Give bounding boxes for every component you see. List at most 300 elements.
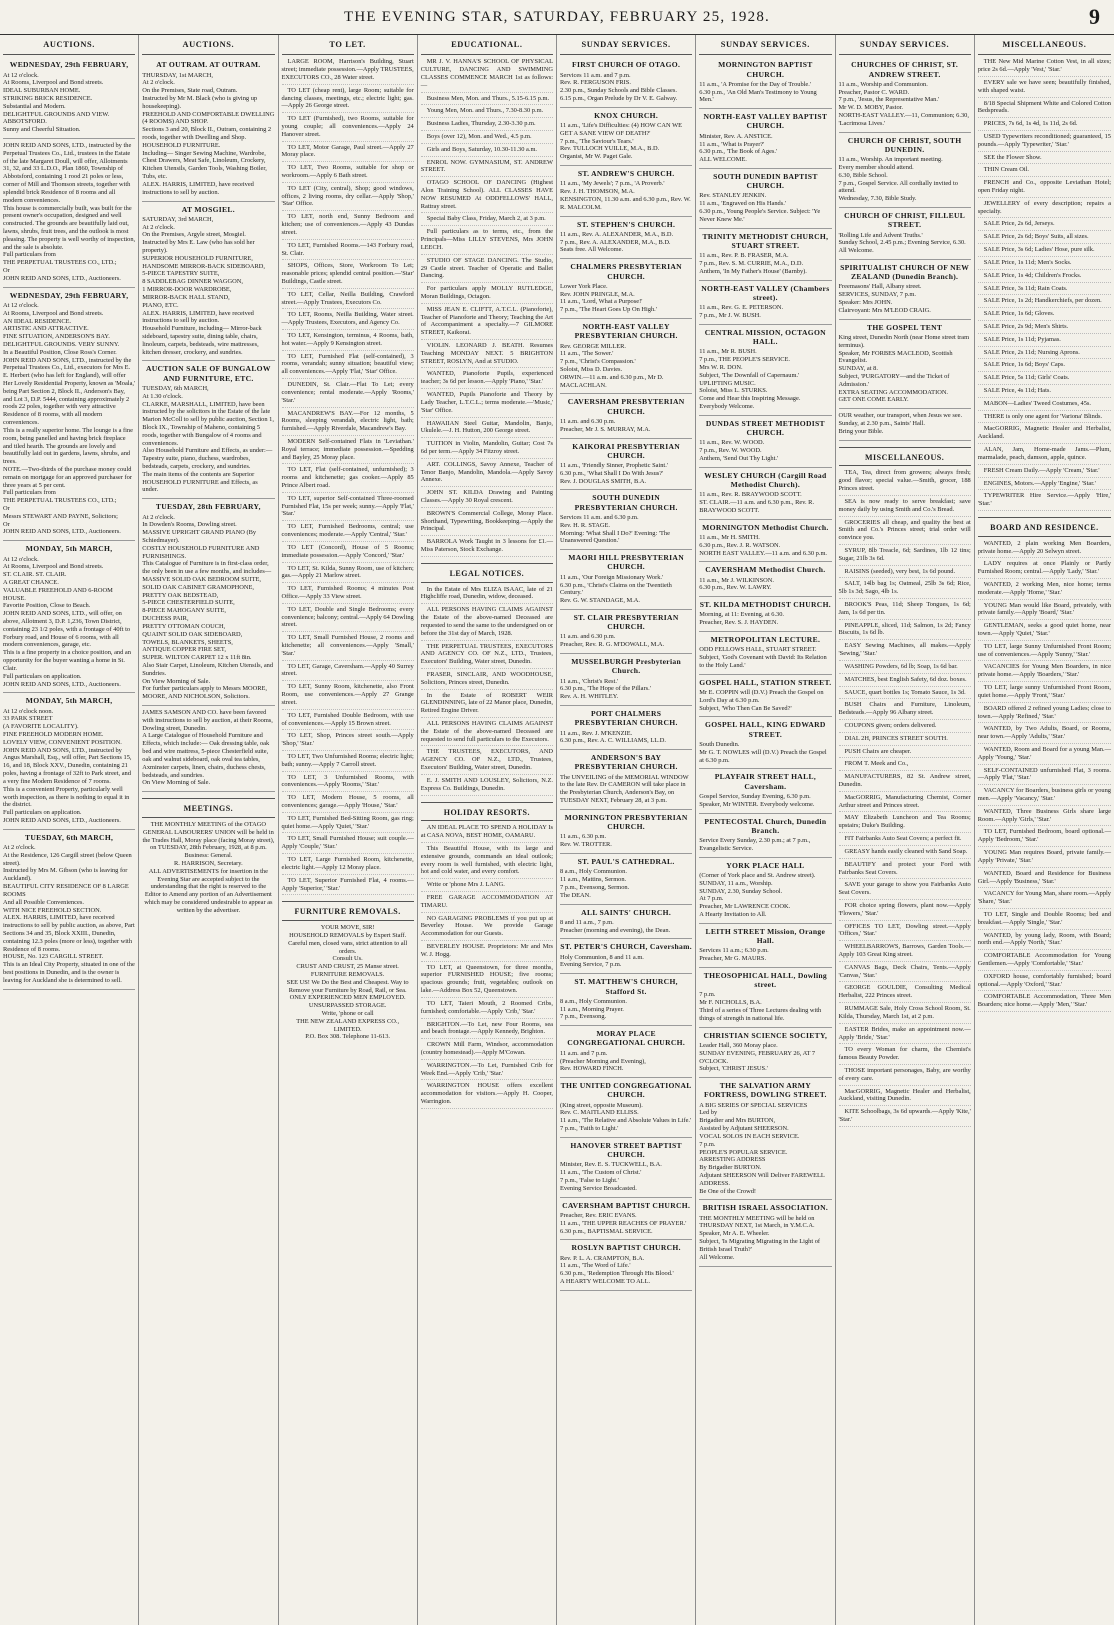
notice-title: NORTH-EAST VALLEY (Chambers street). — [701, 283, 830, 302]
notice-line: 11 a.m., Rev. A. ALEXANDER, M.A., B.D. — [560, 230, 674, 238]
classified-ad: VIOLIN. LEONARD J. BEATH. Resumes Teaching MONDAY NEXT. 5 BRIGHTON STREET, ROSLYN, And at STUDIO. — [421, 342, 553, 368]
classified-ad: Young Men, Mon. and Thurs., 7.30-8.30 p.m. — [421, 107, 553, 118]
notice-line: Brigadier and Mrs BURTON, — [699, 1117, 776, 1125]
classified-ad: MacGORRIG, Manufacturing Chemist, Corner Arthur street and Princes street. — [839, 794, 971, 813]
notice-line: JOHN REID AND SONS, LTD., instructed by the Perpetual Trustees Co., Ltd., trustees in the Estate of the late Margaret Doull, will offer, Allotments 31, 32, and 33 L.D.O., Plan 1860, Township of Abbotsford, containing 1 rood 21 poles or less, corner of Mill and Thomson streets, together with splendid brick Residence of 8 rooms and all modern conveniences. — [3, 142, 132, 204]
notice-line: 6.30 p.m., Rev. A. C. WILLIAMS, LL.D. — [560, 737, 666, 745]
classified-ad: KITE Schoolbags, 3s 6d upwards.—Apply 'Kite,' 'Star.' — [839, 1108, 971, 1127]
notice-block — [699, 282, 831, 325]
classified-ad: THE TRUSTEES, EXECUTORS, AND AGENCY CO. OF N.Z., LTD., Trustees, Executors' Building, Water street, Dunedin. — [421, 748, 553, 774]
classified-ad: SALE Price, 5s 11d; Girls' Coats. — [978, 374, 1111, 385]
notice-line: Every member should attend. — [838, 163, 914, 171]
notice-title: MONDAY, 5th MARCH, — [25, 696, 113, 706]
classified-ad: USED Typewriters reconditioned; guaranteed, 15 pounds.—Apply 'Typewriter,' 'Star.' — [978, 133, 1111, 152]
column-sunday-services-2 — [696, 35, 835, 1625]
classified-ad: TO LET, Small Furnished House, 2 rooms and kitchenette; all conveniences.—Apply 'Small,' 'Star.' — [282, 634, 414, 660]
notice-line: FREEHOLD AND COMFORTABLE DWELLING (4 ROOMS) AND SHOP. — [142, 110, 275, 126]
notice-line: Or — [3, 520, 10, 528]
classified-ad: ART. COLLINGS, Savoy Annexe, Teacher of Tenor Banjo, Mandolin, Mandola.—Apply Savoy Annexe. — [421, 461, 553, 487]
classified-ad: In the Estate of ROBERT WEIR GLENDINNING, late of 22 Manor place, Dunedin, Retired Engine Driver. — [421, 692, 553, 718]
notice-title: AT OUTRAM. AT OUTRAM. — [156, 60, 261, 70]
notice-line: THE PERPETUAL TRUSTEES CO., LTD.; — [3, 497, 117, 505]
classified-ad: MR J. V. HANNA'S SCHOOL OF PHYSICAL CULTURE, DANCING AND SWIMMING CLASSES COMMENCE MARCH 1st as follows:— — [421, 58, 553, 92]
classified-ad: NO GARAGING PROBLEMS if you put up at Beverley House. We provide Garage Accommodation for our Guests. — [421, 915, 553, 941]
notice-title: MAORI HILL PRESBYTERIAN CHURCH. — [568, 553, 684, 572]
holiday-ads — [421, 824, 553, 1109]
notice-block — [560, 551, 692, 610]
classified-ad: JOHN ST. KILDA Drawing and Painting Classes.—Apply 30 Royal crescent. — [421, 489, 553, 508]
notice-line: Substantial and Modern. — [3, 102, 66, 110]
notice-title: ST. CLAIR PRESBYTERIAN CHURCH. — [573, 612, 679, 632]
notice-line: Seats free. All Welcome. — [560, 246, 624, 254]
notice-line: 6.30 p.m., Rev. J. R. WATSON. — [699, 541, 781, 549]
classified-ad: COMFORTABLE Accommodation, Three Men Boarders; nice home.—Apply 'Men,' 'Star.' — [978, 993, 1111, 1012]
notice-line: Rev. STANLEY JENKIN. — [699, 192, 767, 200]
notice-line: Rev. A. H. WHITLEY. — [560, 693, 619, 701]
classified-ad: In the Estate of Mrs ELIZA ISAAC, late of 21 Highcliffe road, Dunedin, widow, deceased. — [421, 586, 553, 605]
notice-line: Evening Service, 7 p.m. — [560, 961, 622, 969]
notice-line: 6.30 p.m., Young People's Service. Subject: 'Ye Never Knew Me.' — [699, 208, 821, 223]
notice-line: (A FAVORITE LOCALITY). — [3, 723, 79, 731]
notice-title: MORNINGTON Methodist Church. — [702, 522, 829, 532]
classified-ad: GENTLEMAN, seeks a good quiet home, near town.—Apply 'Quiet,' 'Star.' — [978, 622, 1111, 641]
classified-ad: DIAL 2H, PRINCES STREET SOUTH. — [839, 735, 971, 746]
classified-ad: TO LET, Modern House, 5 rooms, all conveniences; garage.—Apply 'House,' 'Star.' — [282, 794, 414, 813]
notice-line: JOHN REID AND SONS, LTD., Auctioneers. — [3, 528, 121, 536]
notice-line: THE MONTHLY MEETING of the OTAGO GENERAL LABOURERS' UNION will be held in the Trades Hall, Moray place (facing Moray street), on TUESDAY, 28th February, 1928, at 8 p.m. — [142, 820, 275, 852]
classified-ad: Boys (over 12), Mon. and Wed., 4.5 p.m. — [421, 133, 553, 144]
classified-ad: LARGE ROOM, Harrison's Building, Stuart street; immediate possession.—Apply TRUSTEES, EXECUTORS CO., 28 Water street. — [282, 58, 414, 84]
notice-line: By Brigadier BURTON. — [699, 1164, 762, 1172]
notice-line: JOHN REID AND SONS, LTD., instructed by the Perpetual Trustees Co., Ltd., executors for Mrs E. E. Herbert (who has left for England), will offer Her Lovely Residential Property, known as 'Moala,' being Part Section 2, Block II., Anderson's Bay, and Lot 3, D.P. 5444, containing approximately 2 roods 22 poles, together with very attractive Residence of 8 rooms, with all modern conveniences. — [3, 356, 136, 427]
classified-ad: THERE is only one agent for 'Variona' Blinds. — [978, 413, 1111, 424]
notice-line: Rev. H. R. STAGE. — [560, 521, 611, 529]
notice-line: Adjutant SHEERSON Will Deliver FAREWELL ADDRESS. — [699, 1171, 825, 1187]
notice-line: Preacher, Mr G. MAURS. — [699, 955, 767, 963]
notice-block — [699, 633, 831, 675]
classified-ad: This Beautiful House, with its large and extensive grounds, commands an ideal outlook; every room is well furnished, with electric light, hot and cold water, and every comfort. — [421, 845, 553, 879]
notice-line: ONLY EXPERIENCED MEN EMPLOYED. UNSURPASSED STORAGE. — [289, 994, 406, 1010]
classified-ad: BRIGHTON.—To Let, new Four Rooms, sea and beach frontage.—Apply Kennedy, Brighton. — [421, 1021, 553, 1040]
notice-line: Lower York Place. — [560, 282, 608, 290]
classified-ad: AN IDEAL PLACE TO SPEND A HOLIDAY Is at CASA NOVA, BEST HOME, OAMARU. — [421, 824, 553, 843]
notice-block — [699, 563, 831, 597]
classified-ad: RUMMAGE Sale, Holy Cross School Room, St. Kilda, Thursday, March 1st, at 2 p.m. — [839, 1005, 971, 1024]
notice-line: Write, 'phone or call — [321, 1010, 374, 1017]
classified-ad: TO LET, Double and Single Bedrooms; every convenience; balcony; central.—Apply 64 Dowling street. — [282, 606, 414, 632]
notice-title: ST. KILDA METHODIST CHURCH. — [699, 600, 831, 610]
notice-line: 6.30 p.m., 'The Hope of the Pillars.' — [560, 685, 651, 693]
classified-ad: SALE Price, 1s 11d; Men's Socks. — [978, 259, 1111, 270]
notice-line: Mr W. D. MOBY, Pastor. — [838, 104, 904, 112]
notice-line: EXTRA SEATING ACCOMMODATION. — [838, 388, 949, 396]
classified-ad: TO LET, superior Self-contained Three-roomed Furnished Flat, 15s per week; sunny.—Apply 'Flat,' 'Star.' — [282, 495, 414, 521]
classified-ad: DUNEDIN, St. Clair.—Flat To Let; every convenience; rental moderate.—Apply 'Rooms,' 'Star.' — [282, 381, 414, 407]
masthead-title: THE EVENING STAR, SATURDAY, FEBRUARY 25, 1928. — [344, 8, 770, 25]
notice-line: Service Every Sunday, 2.30 p.m.; at 7 p.m., Evangelistic Service. — [699, 837, 811, 852]
notice-line: A HEARTY WELCOME TO ALL. — [560, 1278, 651, 1285]
notice-line: Rev. G. W. STANDAGE, M.A. — [560, 597, 641, 605]
notice-line: ST. CLAIR. ST. CLAIR. — [3, 571, 67, 579]
notice-line: Morning: 'What Shall I Do?' Evening: 'The Unanswered Question.' — [560, 529, 670, 545]
notice-line: 7 p.m., Rev. W. WOOD. — [699, 447, 762, 455]
notice-block — [699, 110, 831, 169]
classified-ad: FRASER, SINCLAIR, AND WOODHOUSE, Solicitors, Princes street, Dunedin. — [421, 671, 553, 690]
classified-ad: SALE Price, 1s 4d; Children's Frocks. — [978, 272, 1111, 283]
notice-block — [560, 1241, 692, 1291]
classified-ad: MANUFACTURERS, 82 St. Andrew street, Dunedin. — [839, 773, 971, 792]
column-sunday-services-3 — [836, 35, 975, 1625]
notice-line: Business: General. — [184, 852, 233, 860]
notice-title: WEDNESDAY, 29th FEBRUARY, — [9, 290, 129, 300]
notice-line: 'Rolling Life and Advent Truths.' — [838, 231, 923, 239]
notice-title: KNOX CHURCH. — [594, 110, 659, 120]
notice-line: THE NEW ZEALAND EXPRESS CO., LIMITED. — [296, 1017, 400, 1033]
notice-line: HOUSEHOLD FURNITURE. — [142, 141, 221, 149]
section-heading-miscellaneous: MISCELLANEOUS. — [839, 447, 971, 467]
notice-line: QUAINT SOLID OAK SIDEBOARD, — [142, 630, 243, 638]
notice-title: HANOVER STREET BAPTIST CHURCH. — [570, 1140, 682, 1160]
classified-ad: SALE Price, 3s 11d; Rain Coats. — [978, 285, 1111, 296]
classified-ad: SHOPS, Offices, Store, Workroom To Let; reasonable prices; splendid central position.—'Star' Buildings, Castle street. — [282, 262, 414, 288]
notice-line: CRUST AND CRUST, 25 Manse street. — [296, 963, 399, 971]
notice-title: FIRST CHURCH OF OTAGO. — [572, 60, 681, 70]
classified-ad: TO LET, Shop, Princes street south.—Apply 'Shop,' 'Star.' — [282, 732, 414, 751]
notice-title: TUESDAY, 28th FEBRUARY, — [155, 502, 261, 512]
classified-ad: PUSH Chairs are cheaper. — [839, 748, 971, 759]
notice-line: Led by — [699, 1109, 718, 1117]
notice-line: Instructed by Mrs E. Law (who has sold her property). — [142, 239, 255, 254]
notice-block — [699, 417, 831, 468]
notice-line: THURSDAY, 1st MARCH, — [142, 71, 213, 79]
notice-line: JOHN REID AND SONS, LTD., Auctioneers. — [3, 680, 121, 688]
notice-block — [560, 167, 692, 217]
notice-line: 11 a.m., Worship. An important meeting. — [838, 156, 943, 164]
notice-line: Clairvoyant: Mrs M'LEOD CRAIG. — [838, 306, 931, 314]
classified-ad: MISS JEAN E. CLIFTT, A.T.C.L. (Pianoforte), Teacher of Pianoforte and Theory; Teaching the Art of Accompaniment a specialty.—7 GILMORE STREET, Kaikorai. — [421, 306, 553, 340]
notice-line: Evening Service Broadcasted. — [560, 1184, 637, 1192]
notice-line: Full particulars on application. — [3, 672, 82, 680]
notice-line: AN IDEAL RESIDENCE. — [3, 317, 72, 325]
notice-line: 11 a.m., 'A Promise for the Day of Trouble.' — [699, 80, 812, 88]
classified-ad: YOUNG Man requires Board, private family.—Apply 'Private,' 'Star.' — [978, 849, 1111, 868]
notice-title: WEDNESDAY, 29th FEBRUARY, — [9, 60, 129, 70]
classified-ad: MODERN Self-contained Flats in 'Leviathan.' Royal terrace; immediate possession.—Spedding and Bayley, 25 Moray place. — [282, 438, 414, 464]
notice-line: HOUSE, No. 123 CARGILL STREET. — [3, 953, 104, 961]
notice-line: 8 a.m., Holy Communion. — [560, 997, 627, 1005]
column-heading: MISCELLANEOUS. — [978, 35, 1111, 55]
notice-line: MASSIVE SOLID OAK BEDROOM SUITE, — [142, 576, 262, 583]
notice-line: Mr F. NICHOLLS, B.A. — [699, 999, 762, 1007]
notice-block — [560, 58, 692, 108]
classified-ad: WANTED, by young lady, Room, with Board; north end.—Apply 'North,' 'Star.' — [978, 932, 1111, 951]
classified-ad: SYRUP, 8lb Treacle, 6d; Sardines, 1lb 12 tins; Sugar, 21lb 3s 6d. — [839, 547, 971, 566]
notice-line: Rev. TULLOCH YUILLE, M.A., B.D. — [560, 145, 660, 153]
classified-ad: THE New Mid Marine Cotton Vest, in all sizes; price 2s 6d.—Apply 'Vest,' 'Star.' — [978, 58, 1111, 77]
notice-line: Freemasons' Hall, Albany street. — [838, 283, 922, 291]
notice-line: SOLID OAK CABINET GRAMOPHONE, — [142, 583, 254, 591]
notice-title: TUESDAY, 6th MARCH, — [24, 832, 114, 842]
columns — [0, 35, 1114, 1625]
notice-block — [560, 109, 692, 166]
service-blocks — [560, 58, 692, 1291]
notice-line: IDEAL SUBURBAN HOME. — [3, 87, 81, 95]
notice-line: HOUSEHOLD REMOVALS by Expert Staff. Careful men, closed vans, strict attention to all orders. — [288, 931, 408, 955]
notice-line: 6.30 p.m., 'The Book of Ages.' — [699, 148, 778, 156]
section-heading-holiday: HOLIDAY RESORTS. — [421, 802, 553, 822]
notice-line: COSTLY HOUSEHOLD FURNITURE AND FURNISHINGS. — [142, 544, 260, 560]
notice-title: SPIRITUALIST CHURCH OF NEW ZEALAND (Dunedin Branch). — [840, 262, 970, 282]
notice-line: In Dowden's Rooms, Dowling street. — [142, 521, 237, 529]
removal-ads — [282, 924, 414, 1041]
classified-ad: TO LET, Large Furnished Room, kitchenette, electric light.—Apply 12 Moray place. — [282, 856, 414, 875]
classified-ad: THE PERPETUAL TRUSTEES, EXECUTORS AND AGENCY CO. OF N.Z., LTD., Trustees, Executors' Building, Water street, Dunedin. — [421, 643, 553, 669]
classified-ad: SAUCE, quart bottles 1s; Tomato Sauce, 1s 3d. — [839, 689, 971, 700]
column-heading: TO LET. — [282, 35, 414, 55]
notice-line: ANTIQUE COPPER FIRE SET, — [142, 646, 226, 654]
notice-title: MORNINGTON BAPTIST CHURCH. — [718, 60, 813, 79]
notice-line: King street, Dunedin North (near Home street tram terminus). — [838, 333, 970, 349]
notice-line: On View Morning of Sale. — [142, 779, 211, 787]
notice-line: 11 a.m., 'The Sower.' — [560, 350, 614, 358]
notice-line: On the Premises, Argyle street, Mosgiel. — [142, 231, 246, 239]
notice-line: 11 a.m., Rev. R. BRAYWOOD SCOTT. — [699, 491, 802, 499]
notice-line: 11 a.m., 'What is Prayer?' — [699, 140, 765, 148]
notice-line: Subject, 'The Downfall of Capernaum.' — [699, 371, 800, 379]
notice-line: Preacher, Mr LAWRENCE COOK. — [699, 903, 791, 911]
notice-line: At 2 o'clock. — [142, 223, 175, 231]
notice-line: Minister, Rev. A. ANSTICE. — [699, 132, 773, 140]
notice-title: ST. PAUL'S CATHEDRAL. — [577, 857, 675, 866]
classified-ad: FREE GARAGE ACCOMMODATION AT TIMARU. — [421, 894, 553, 913]
notice-line: WITH NICE FREEHOLD SECTION. — [3, 906, 102, 914]
notice-line: A Large Catalogue of Household Furniture and Effects, which include:— Oak dressing table, oak bed and wire mattress, 5-piece Chesterfield suite, oak and walnut sideboard, oak oval tea tables, Axminster carpets, linen, chairs, duchess chests, bedsteads, and sundries. — [142, 732, 270, 779]
notice-line: ABBOTSFORD. — [3, 118, 47, 126]
notice-line: YOUR MOVE, SIR! — [320, 924, 375, 932]
notice-line: PEOPLE'S POPULAR SERVICE. — [699, 1148, 788, 1156]
notice-title: PENTECOSTAL Church, Dunedin Branch. — [704, 816, 827, 835]
notice-title: THEOSOPHICAL HALL, Dowling street. — [703, 970, 827, 990]
classified-ad: SALE Price, 1s 6d; Boys' Caps. — [978, 361, 1111, 372]
notice-title: ST. ANDREW'S CHURCH. — [577, 169, 675, 179]
classified-ad: BARROLA Work Taught in 3 lessons for £1.—Miss Paterson, Stock Exchange. — [421, 538, 553, 557]
notice-block — [699, 58, 831, 109]
notice-line: Including— Singer Sewing Machine, Wardrobe, Chest Drawers, Meat Safe, Linoleum, Crockery, Kitchen Utensils, Garden Tools, Washing Boiler, Tubs, etc. — [142, 149, 267, 181]
notice-line: 5-PIECE TAPESTRY SUITE, — [142, 270, 220, 278]
classified-ad: WANTED, by Two Adults, Board, or Rooms, near town.—Apply 'Adults,' 'Star.' — [978, 725, 1111, 744]
notice-line: 7 p.m. — [699, 991, 716, 999]
notice-title: CENTRAL MISSION, OCTAGON HALL. — [704, 327, 826, 346]
classified-ad: TO LET, Small Furnished House; suit couple.—Apply 'Couple,' 'Star.' — [282, 835, 414, 854]
notice-block — [699, 326, 831, 416]
classified-ad: Full particulars as to terms, etc., from the Principals—Miss LILLY STEVENS, Mrs JOHN LEECH. — [421, 228, 553, 254]
notice-block — [3, 831, 135, 990]
classified-ad: TO LET, Furnished Bedroom, board optional.—Apply 'Bedroom,' 'Star.' — [978, 828, 1111, 847]
notice-line: 7 p.m., Mr J. W. BUSH. — [699, 311, 761, 319]
notice-block — [560, 611, 692, 654]
notice-line: THE MONTHLY MEETING will be held on THURSDAY NEXT, 1st March, in Y.M.C.A. — [699, 1214, 815, 1230]
classified-ad: THOSE important personages, Baby, are worthy of every care. — [839, 1067, 971, 1086]
notice-line: 6.15 p.m., Organ Prelude by Dr V. E. Galway. — [560, 94, 678, 102]
notice-title: CHRISTIAN SCIENCE SOCIETY, — [703, 1030, 828, 1040]
notice-line: 11 a.m., 'The Word of Life.' — [560, 1262, 631, 1270]
notice-line: 11 a.m., 'Lord, What a Purpose!' — [560, 298, 643, 306]
notice-block — [699, 170, 831, 229]
notice-title: ST. MATTHEW'S CHURCH, Stafford St. — [574, 977, 678, 996]
notice-line: 7 p.m. — [699, 1140, 716, 1148]
notice-line: Bring your Bible. — [838, 427, 884, 435]
classified-ad: TO LET, Furnished Bedrooms, central; use conveniences; moderate.—Apply 'Central,' 'Star.' — [282, 523, 414, 542]
notice-block — [699, 925, 831, 968]
notice-line: The main items of the contents are Superior HOUSEHOLD FURNITURE and Effects, as under. — [142, 470, 258, 494]
notice-line: Preacher, Mr J. S. MURRAY, M.A. — [560, 425, 651, 433]
notice-line: This is a convenient Property, particularly well worth inspection, as there is nothing to equal it in the district. — [3, 785, 130, 809]
notice-line: 7 p.m., 'Jesus, the Representative Man.' — [838, 96, 940, 104]
notice-line: This is a fine property in a choice position, and an opportunity for the buyer wanting a home in St. Clair. — [3, 649, 131, 672]
classified-ad: YOUNG Man would like Board, privately, with private family.—Apply 'Board,' 'Star.' — [978, 602, 1111, 621]
notice-line: Everybody Welcome. — [699, 402, 755, 410]
notice-line: 7 p.m., Evensong. — [560, 1013, 607, 1021]
notice-line: 11 a.m., 'Christ's Rest.' — [560, 677, 619, 685]
notice-line: VALUABLE FREEHOLD AND 6-ROOM HOUSE. — [3, 586, 113, 602]
notice-line: 11 a.m. and 6.30 p.m. — [560, 417, 616, 425]
notice-line: STRIKING BRICK RESIDENCE. — [3, 94, 93, 102]
notice-title: ALL SAINTS' CHURCH. — [581, 907, 672, 917]
notice-block — [839, 261, 971, 320]
notice-line: Speaker, Mr WINTER. Everybody welcome. — [699, 800, 815, 808]
classified-ad: 8/18 Special Shipment White and Colored Cotton Bedspreads. — [978, 100, 1111, 119]
notice-line: ALEX. HARRIS, LIMITED, have received instructions to sell by auction. — [142, 180, 254, 196]
notice-line: Anthem, 'Send Out Thy Light.' — [699, 454, 779, 462]
classified-ad: COMFORTABLE Accommodation for Young Gentlemen.—Apply 'Comfortable,' 'Star.' — [978, 952, 1111, 971]
notice-block — [560, 395, 692, 438]
notice-line: 7 p.m., Rev. S. M. CURRIE, M.A., D.D. — [699, 260, 804, 267]
notice-line: SEE US! We Do the Best and Cheapest. Way to Remove your Furniture by Road, Rail, or Sea. — [286, 978, 409, 994]
classified-ad: ENGINES, Motors.—Apply 'Engine,' 'Star.' — [978, 480, 1111, 491]
classified-ad: TO LET, Garage, Caversham.—Apply 40 Surrey street. — [282, 663, 414, 682]
notice-line: Subject, 'PURGATORY—and the Ticket of Admission.' — [838, 373, 950, 388]
classified-ad: E. J. SMITH AND LOUSLEY, Solicitors, N.Z. Express Co. Buildings, Dunedin. — [421, 777, 553, 796]
notice-line: Anthem, 'In My Father's House' (Barnby). — [699, 267, 807, 275]
notice-block — [699, 230, 831, 281]
notice-line: 8 a.m., Holy Communion. — [560, 868, 627, 876]
notice-line: 7 p.m., 'Christ's Compassion.' — [560, 358, 636, 366]
notice-title: CHURCHES OF CHRIST, ST. ANDREW STREET. — [851, 60, 959, 79]
classified-ad: GROCERIES all cheap, and quality the best at Smith and Co.'s Princes street; trial order will convince you. — [839, 519, 971, 545]
notice-line: At 1.30 o'clock. — [142, 392, 183, 400]
notice-line: Morning, at 11: Evening, at 6.30. — [699, 611, 785, 619]
classified-ad: ALL PERSONS HAVING CLAIMS AGAINST the Estate of the above-named Deceased are requested to send the same to the undersigned on or before the 31st day of March, 1928. — [421, 606, 553, 640]
auction-blocks — [142, 58, 274, 792]
notice-title: CAVERSHAM PRESBYTERIAN CHURCH. — [567, 397, 685, 416]
notice-line: JOHN REID AND SONS, LTD., will offer, on above, Allotment 3, D.P. 1,236, Town District, containing 23 1/2 poles, with a frontage of 40ft to Forbury road, and House of 6 rooms, with all modern conveniences, garage, etc. — [3, 610, 131, 649]
notice-line: This is a really superior home. The lounge is a fine room, being panelled and having brick fireplace and tiled hearth. The grounds are lovely and beautifully laid out in gardens, lawns, shrubs, and trees. — [3, 426, 133, 466]
notice-block — [699, 969, 831, 1028]
classified-ad: BEVERLEY HOUSE. Proprietors: Mr and Mrs W. J. Hogg. — [421, 943, 553, 962]
classified-ad: TO LET, Flat (self-contained, unfurnished); 3 rooms and kitchenette; gas cooker.—Apply 85 Prince Albert road. — [282, 466, 414, 492]
notice-title: PORT CHALMERS PRESBYTERIAN CHURCH. — [574, 709, 678, 728]
notice-line: CLARKE, MARSHALL, LIMITED, have been instructed by the solicitors in the Estate of the late Marion McColl to sell by public auction, Section 1, Block IX., Township of Maheno, containing 5 roods, together with Bungalow of 4 rooms and conveniences. — [142, 400, 274, 447]
notice-line: Rev. J. DOUGLAS SMITH, B.A. — [560, 477, 647, 485]
classified-ad: SALE Price, 4s 11d; Hats. — [978, 387, 1111, 398]
notice-line: Third of a series of Three Lectures dealing with things of strength in national life. — [699, 1007, 822, 1022]
notice-block — [142, 58, 274, 201]
classified-ad: TO LET, Kensington, terminus, 4 Rooms, bath, hot water.—Apply 9 Kensington street. — [282, 332, 414, 351]
notice-block — [560, 320, 692, 394]
notice-line: 8 SADDLEBAG DINNER WAGGON, — [142, 278, 243, 286]
column-heading: EDUCATIONAL. — [421, 35, 553, 55]
notice-line: South Dunedin. — [699, 740, 740, 748]
educational-ads — [421, 58, 553, 557]
column-sunday-services-1 — [557, 35, 696, 1625]
classified-ad: MAY Elizabeth Luncheon and Tea Rooms; upstairs; Duke's Building. — [839, 814, 971, 833]
classified-ad: TYPEWRITER Hire Service.—Apply 'Hire,' 'Star.' — [978, 492, 1111, 511]
notice-title: ST. STEPHEN'S CHURCH. — [577, 219, 676, 229]
column-heading: AUCTIONS. — [3, 35, 135, 55]
classified-ad: WARRINGTON.—To Let, Furnished Crib for Week End.—Apply 'Crib,' 'Star.' — [421, 1062, 553, 1081]
notice-line: Rev. W. TROTTER. — [560, 841, 612, 849]
column-heading: AUCTIONS. — [142, 35, 274, 55]
notice-title: ANDERSON'S BAY PRESBYTERIAN CHURCH. — [574, 753, 678, 772]
classified-ad: GEORGE GOULDIE, Consulting Medical Herbalist, 222 Princes street. — [839, 984, 971, 1003]
classified-ad: TO LET (Furnished), two Rooms, suitable for young couple; all conveniences.—Apply 24 Hanover street. — [282, 115, 414, 141]
notice-line: JOHN REID AND SONS, LTD., Auctioneers. — [3, 816, 121, 824]
notice-title: SOUTH DUNEDIN PRESBYTERIAN CHURCH. — [574, 493, 678, 512]
notice-block — [560, 906, 692, 940]
notice-block — [560, 811, 692, 854]
notice-line: FINE SITUATION, ANDERSON'S BAY. — [3, 333, 110, 341]
classified-ad: MacGORRIG, Magnetic Healer and Herbalist, Auckland, visiting Dunedin. — [839, 1088, 971, 1107]
notice-line: Leader Hall, 360 Moray place. — [699, 1041, 778, 1049]
notice-line: 7 p.m., Gospel Service. All cordially invited to attend. — [838, 179, 958, 195]
notice-line: 11 a.m., 6.30 p.m. — [560, 833, 607, 841]
classified-ad: TO LET, Furnished Bed-Sitting Room, gas ring; quiet home.—Apply 'Quiet,' 'Star.' — [282, 815, 414, 834]
notice-title: MUSSELBURGH Presbyterian Church. — [571, 657, 682, 676]
notice-line: 8 and 11 a.m., 7 p.m. — [560, 918, 614, 926]
notice-line: Mr E. COPPIN will (D.V.) Preach the Gospel on Lord's Day at 6.30 p.m. — [699, 689, 824, 704]
classified-ad: EASTER Brides, make an appointment now.—Apply 'Bride,' 'Star.' — [839, 1026, 971, 1045]
notice-line: Full particulars on application. — [3, 809, 82, 817]
notice-block — [560, 751, 692, 810]
notice-line: 11 a.m., 'The Relative and Absolute Values in Life.' — [560, 1117, 692, 1125]
notice-line: 11 a.m. and 7 p.m. — [560, 1049, 608, 1057]
notice-title: NORTH-EAST VALLEY BAPTIST CHURCH. — [703, 112, 828, 131]
classified-ad: WANTED, Board and Residence for Business Girl.—Apply 'Business,' 'Star.' — [978, 870, 1111, 889]
classified-ad: TO LET, 3 Unfurnished Rooms, with conveniences.—Apply 'Rooms,' 'Star.' — [282, 774, 414, 793]
notice-line: JOHN REID AND SONS, LTD., Auctioneers. — [3, 274, 121, 282]
classified-ad: JEWELLERY of every description; repairs a specialty. — [978, 200, 1111, 219]
classified-ad: TO LET, Furnished Rooms; 4 minutes Post Office.—Apply 33 View street. — [282, 585, 414, 604]
board-ads — [978, 540, 1111, 1012]
notice-line: 11 a.m., 'My Jewels'; 7 p.m., 'A Proverb.' — [560, 180, 665, 188]
notice-line: Minister, Rev. E. S. TUCKWELL, B.A. — [560, 1161, 662, 1169]
notice-line: Be One of the Crowd! — [699, 1187, 757, 1195]
notice-line: Full particulars from — [3, 251, 56, 259]
classified-ad: TO LET, Motor Garage, Paul street.—Apply 27 Moray place. — [282, 144, 414, 163]
notice-line: Holy Communion, 8 and 11 a.m. — [560, 953, 644, 961]
notice-line: Come and Hear this Inspiring Message. — [699, 395, 801, 403]
classified-ad: GREASY hands easily cleaned with Sand Soap. — [839, 848, 971, 859]
notice-line: 7 p.m., 'The Saviour's Tears.' — [560, 137, 634, 145]
classified-ad: TO LET, north end, Sunny Bedroom and kitchen; use of conveniences.—Apply 43 Dundas street. — [282, 213, 414, 239]
notice-line: Subject, 'CHRIST JESUS.' — [699, 1065, 768, 1073]
classified-ad: TUITION in Violin, Mandolin, Guitar; Cost 7s 6d per term.—Apply 34 Fitzroy street. — [421, 440, 553, 459]
classified-ad: CANVAS Bags, Deck Chairs, Tents.—Apply 'Canvas,' 'Star.' — [839, 964, 971, 983]
classified-ad: TO LET (cheap rent), large Room; suitable for dancing classes, meetings, etc.; electric light; gas.—Apply 26 George street. — [282, 87, 414, 113]
notice-line: The UNVEILING of the MEMORIAL WINDOW to the late Rev. Dr CAMERON will take place in the Presbyterian Church, Anderson's Bay, on TUESDAY NEXT, February 28, at 3 p.m. — [560, 773, 689, 805]
classified-ad: Business Ladies, Thursday, 2.30-3.30 p.m. — [421, 120, 553, 131]
notice-line: A Hearty Invitation to All. — [699, 910, 767, 918]
